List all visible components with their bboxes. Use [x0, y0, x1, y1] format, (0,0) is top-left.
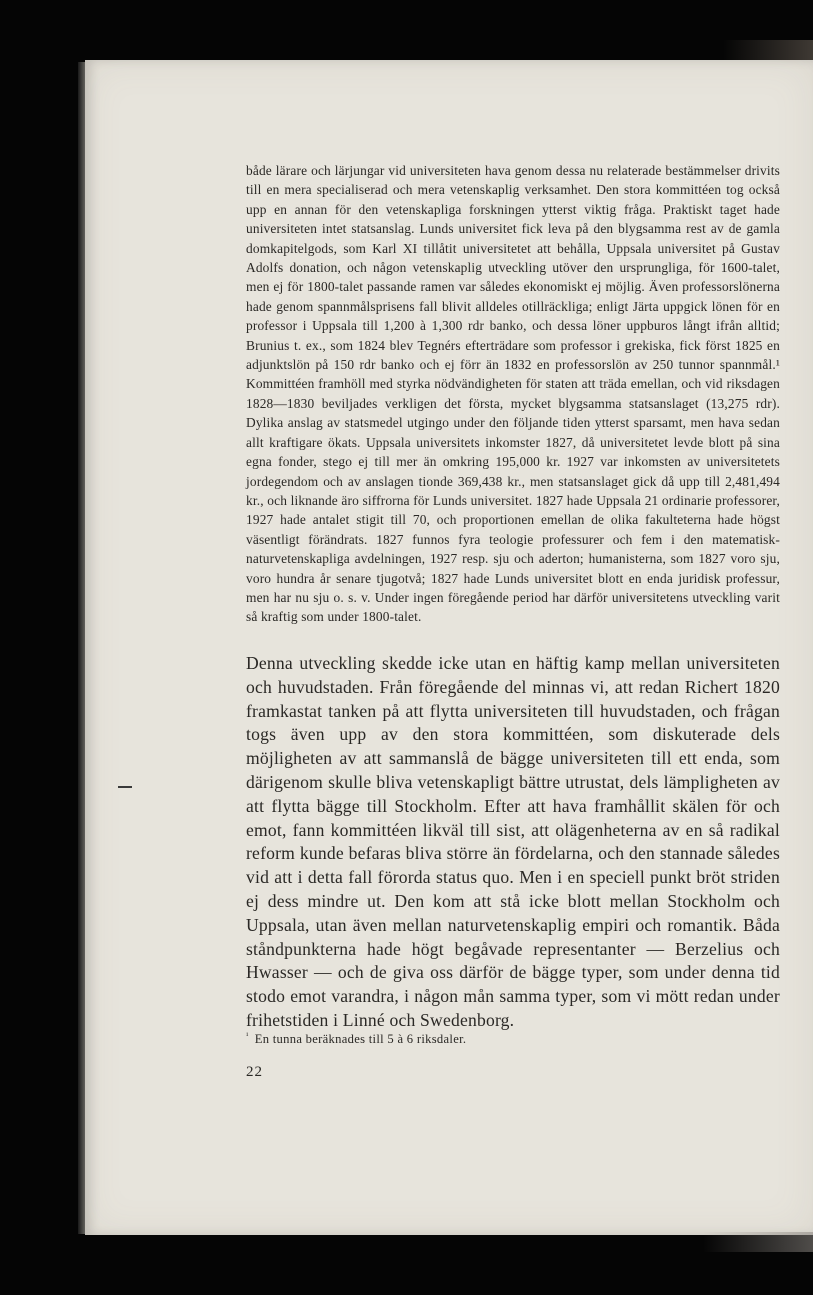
body-paragraph-main: Denna utveckling skedde icke utan en häftig kamp mellan universiteten och huvudstaden. Från föregående del minnas vi, att redan Richert 1820 framkastat tanken på att flytta universiteten till huvudstaden, och frågan togs även upp av den stora kommittéen, som diskuterade dels möjligheten av att sammanslå de bägge universiteten till ett enda, som därigenom skulle bliva vetenskapligt bättre utrustat, dels lämpligheten av att flytta bägge till Stockholm. Efter att hava framhållit skälen för och emot, fann kommittéen likväl till sist, att olägenheterna av en så radikal reform kunde befaras bliva större än fördelarna, och den stannade således vid att i detta fall förorda status quo. Men i en speciell punkt bröt striden ej dess mindre ut. Den kom att stå icke blott mellan Stockholm och Uppsala, utan även mellan naturvetenskaplig empiri och romantik. Båda ståndpunkterna hade högt begåvade representanter — Berzelius och Hwasser — och de giva oss därför de bägge typer, som under denna tid stodo emot varandra, i någon mån samma typer, som vi mött redan under frihetstiden i Linné och Swedenborg. — [246, 653, 780, 1030]
margin-mark — [118, 786, 132, 788]
footnote-marker: ¹ — [246, 1031, 249, 1040]
body-paragraph-small: både lärare och lärjungar vid universiteten hava genom dessa nu relaterade bestämmelser drivits till en mera specialiserad och mera vetenskaplig verksamhet. Den stora kommittéen tog också upp en annan för den vetenskapliga forskningen ytterst viktig fråga. Praktiskt taget hade universiteten intet statsanslag. Lunds universitet fick leva på den blygsamma rest av de gamla domkapitelgods, som Karl XI tillåtit universitetet att behålla, Uppsala universitet på Gustav Adolfs donation, och någon vetenskaplig utveckling utöver den ursprungliga, för 1600-talet, men ej för 1800-talet passande ramen var således ekonomiskt ej möjlig. Även professorslönerna hade genom spannmålsprisens fall blivit alldeles otillräckliga; enligt Järta uppgick lönen för en professor i Uppsala till 1,200 à 1,300 rdr banko, och dessa löner uppburos långt ifrån alltid; Brunius t. ex., som 1824 blev Tegnérs efterträdare som professor i grekiska, fick först 1825 en adjunktslön på 150 rdr banko och ej förr än 1832 en professorslön av 250 tunnor spannmål.¹ Kommittéen framhöll med styrka nödvändigheten för staten att träda emellan, och vid riksdagen 1828—1830 beviljades verkligen det första, mycket blygsamma statsanslaget (13,275 rdr). Dylika anslag av statsmedel utgingo under den följande tiden ytterst sparsamt, men hava sedan allt kraftigare ökats. Uppsala universitets inkomster 1827, då universitetet levde blott på sina egna fonder, stego ej till mer än omkring 195,000 kr. 1927 var inkomsten av universitetets jordegendom och av anslagen tionde 369,438 kr., men statsanslaget gick då upp till 2,481,494 kr., och liknande äro siffrorna för Lunds universitet. 1827 hade Uppsala 21 ordinarie professorer, 1927 hade antalet stigit till 70, och proportionen emellan de olika fakulteterna hade högst väsentligt förändrats. 1827 funnos fyra teologie professurer och fem i den matematisk-naturvetenskapliga avdelningen, 1927 resp. sju och aderton; humanisterna, som 1827 voro sju, voro hundra år senare tjugotvå; 1827 hade Lunds universitet blott en enda juridisk professur, men har nu sju o. s. v. Under ingen föregående period har därför universitetens utveckling varit så kraftig som under 1800-talet. — [246, 163, 780, 625]
page-number: 22 — [246, 1064, 263, 1080]
scan-edge-noise-top — [723, 40, 813, 62]
footnote — [246, 1028, 780, 1047]
footnote-text: En tunna beräknades till 5 à 6 riksdaler. — [254, 1032, 467, 1047]
scan-edge-noise-bottom — [703, 1232, 813, 1252]
